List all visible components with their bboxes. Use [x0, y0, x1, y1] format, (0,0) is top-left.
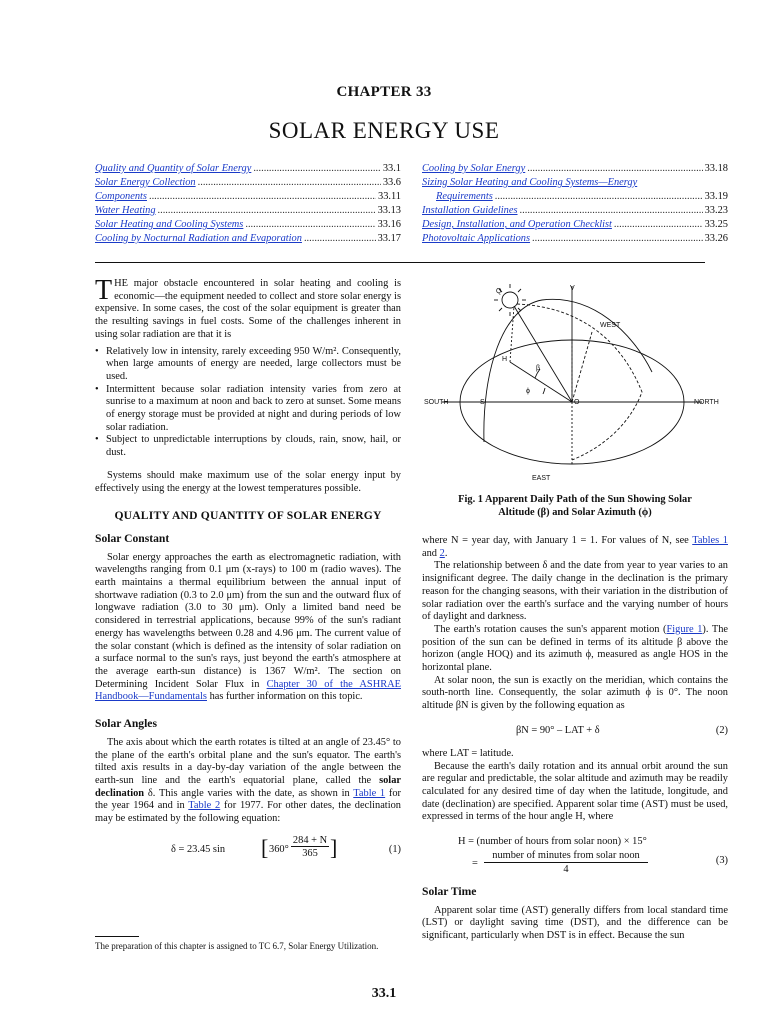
intro-paragraph: THE major obstacle encountered in solar heating and cooling is economic—the equipment needed to collect and store solar energy is expensive. In some cases, the cost of the solar equipment is greater than the resulting savings in fuel costs. Some of the challenges inherent in using solar radiation are that it is	[95, 275, 401, 340]
list-item: • Relatively low in intensity, rarely exceeding 950 W/m². Consequently, when large amounts of energy are needed, large collectors must be used.	[95, 346, 401, 384]
label-phi: ϕ	[526, 388, 530, 395]
sun-ray	[514, 306, 572, 402]
toc-left	[95, 162, 401, 246]
label-east: EAST	[532, 475, 551, 482]
subsection-heading: Solar Time	[422, 885, 477, 899]
paragraph: At solar noon, the sun is exactly on the meridian, which contains the south-north line. Consequently, the solar azimuth ϕ is 0°. The noon altitude βN is given by the following equation as	[422, 674, 728, 712]
footnote-rule	[95, 936, 139, 937]
table-link[interactable]: Tables 1	[692, 535, 728, 546]
sun-icon	[502, 292, 518, 308]
page-title: SOLAR ENERGY USE	[268, 118, 500, 143]
toc-link[interactable]: Solar Heating and Cooling Systems	[95, 219, 244, 230]
toc-item[interactable]: Quality and Quantity of Solar Energy ..... 33.1	[95, 162, 401, 176]
page-number: 33.1	[371, 986, 397, 1001]
right-column	[422, 535, 728, 943]
label-s: S	[480, 399, 485, 406]
table-link[interactable]: Table 2	[188, 800, 221, 812]
toc-link[interactable]: Solar Energy Collection	[95, 177, 196, 188]
header-rule	[95, 262, 705, 263]
label-q: Q	[496, 288, 502, 295]
solar-angles-paragraph: The axis about which the earth rotates is tilted at an angle of 23.45° to the plane of the earth's orbital plane and the sun's equator. The earth's tilted axis results in a day-by-day variation of the angle between the earth-sun line and the earth's equatorial plane, called the solar declination δ. This angle varies with the date, as shown in Table 1 for the year 1964 and in Table 2 for 1977. For other dates, the declination may be estimated by the following equation:	[95, 736, 401, 825]
toc-item[interactable]: Design, Installation, and Operation Checklist ..... 33.25	[422, 218, 728, 232]
paragraph: The earth's rotation causes the sun's apparent motion (Figure 1). The position of the sun can be defined in terms of its altitude β above the horizon (angle HOQ) and its azimuth ϕ, measured as angle HOS in the horizontal plane.	[422, 623, 728, 674]
toc-item[interactable]: Photovoltaic Applications ..... 33.26	[422, 232, 728, 246]
paragraph: where N = year day, with January 1 = 1. For values of N, see Tables 1 and 2.	[422, 535, 728, 559]
subsection-heading: Solar Angles	[95, 717, 157, 731]
paragraph: The relationship between δ and the date from year to year varies to an insignificant degree. The daily change in the declination is the primary reason for the changing seasons, with their variation in the distribution of solar radiation over the earth's surface and the varying number of hours of daylight and darkness.	[422, 560, 728, 623]
toc-item[interactable]: Requirements ..... 33.19	[422, 190, 728, 204]
toc-item[interactable]: Installation Guidelines ..... 33.23	[422, 204, 728, 218]
footnote: The preparation of this chapter is assigned to TC 6.7, Solar Energy Utilization.	[95, 941, 379, 951]
subsection-heading: Solar Constant	[95, 531, 170, 545]
toc-link[interactable]: Installation Guidelines	[422, 205, 518, 216]
sun-path-back	[517, 304, 642, 460]
toc-link[interactable]: Components	[95, 191, 147, 202]
toc-link[interactable]: Quality and Quantity of Solar Energy	[95, 163, 252, 174]
list-item: • Subject to unpredictable interruptions by clouds, rain, snow, hail, or dust.	[95, 434, 401, 459]
label-west: WEST	[600, 322, 621, 329]
toc-item[interactable]: Water Heating ..... 33.13	[95, 204, 401, 218]
chapter-label: CHAPTER 33	[336, 84, 432, 100]
toc-item[interactable]: Cooling by Nocturnal Radiation and Evaporation ..... 33.17	[95, 232, 401, 246]
intro-paragraph-2: Systems should make maximum use of the solar energy input by effectively using the energy at the lowest temperatures possible.	[95, 469, 401, 494]
list-item: • Intermittent because solar radiation intensity varies from zero at sunrise to a maximum at noon and back to zero at sunset. Some means of energy storage must be provided at night and during periods of low solar radiation.	[95, 384, 401, 435]
toc-right	[422, 162, 728, 246]
toc-link[interactable]: Cooling by Solar Energy	[422, 163, 526, 174]
toc-link[interactable]: Water Heating	[95, 205, 156, 216]
toc-link[interactable]: Cooling by Nocturnal Radiation and Evaporation	[95, 233, 302, 244]
toc-item[interactable]: Cooling by Solar Energy ..... 33.18	[422, 162, 728, 176]
toc-link[interactable]: Design, Installation, and Operation Checklist	[422, 219, 612, 230]
toc-link[interactable]: Sizing Solar Heating and Cooling Systems—Energy	[422, 177, 638, 188]
toc-item[interactable]: Solar Energy Collection ..... 33.6	[95, 176, 401, 190]
toc-link[interactable]: Requirements	[436, 191, 493, 202]
solar-constant-paragraph: Solar energy approaches the earth as electromagnetic radiation, with wavelengths ranging from 0.1 μm (x-rays) to 100 m (radio waves). The earth maintains a thermal equilibrium between the annual input of shortwave radiation (0.3 to 2.0 μm) from the sun and the outward flux of longwave radiation (3.0 to 30 μm). Only a limited band need be considered in terrestrial applications, because 99% of the sun's radiant energy has wavelengths between 0.28 and 4.96 μm. The current value of the solar constant (which is defined as the intensity of solar radiation on a surface normal to the sun's rays, just beyond the earth's atmosphere at the average earth-sun distance) is 1367 W/m². The section on Determining Incident Solar Flux in Chapter 30 of the ASHRAE Handbook—Fundamentals has further information on this topic.	[95, 551, 401, 703]
toc-link[interactable]: Photovoltaic Applications	[422, 233, 531, 244]
toc-item[interactable]: Solar Heating and Cooling Systems ..... 33.16	[95, 218, 401, 232]
table-link[interactable]: 2	[439, 547, 445, 559]
figure-link[interactable]: Figure 1	[666, 623, 703, 635]
equation-1: δ = 23.45 sin [ 360° 284 + N 365 ] (1)	[171, 834, 401, 860]
toc-item[interactable]	[422, 176, 728, 190]
paragraph: where LAT = latitude.	[422, 747, 514, 759]
west-line	[572, 332, 592, 402]
sun-path-arc	[484, 299, 652, 442]
label-h: H	[502, 356, 508, 363]
label-beta: β	[536, 365, 541, 372]
h-drop-line	[510, 306, 514, 362]
equation-3: H = (number of hours from solar noon) × 15° = number of minutes from solar noon 4 (3)	[458, 836, 728, 876]
figure-caption: Fig. 1 Apparent Daily Path of the Sun Showing Solar Altitude (β) and Solar Azimuth (ϕ)	[458, 494, 692, 518]
label-o: O	[574, 399, 580, 406]
chapter-link[interactable]: Chapter 30 of the ASHRAE Handbook—Fundamentals	[95, 678, 401, 703]
altitude-line	[510, 362, 572, 402]
paragraph: Because the earth's daily rotation and its annual orbit around the sun are regular and predictable, the solar altitude and azimuth may be readily calculated for any desired time of day when the latitude, longitude, and date (declination) are specified. Apparent solar time (AST) must be used, expressed in terms of the hour angle H, where	[422, 760, 728, 823]
left-column	[95, 275, 401, 868]
challenges-list	[95, 346, 401, 460]
paragraph: Apparent solar time (AST) generally differs from local standard time (LST) or daylight saving time (DST), and the difference can be significant, particularly when DST is in effect. Because the sun	[422, 904, 728, 942]
label-south: SOUTH	[424, 399, 449, 406]
toc-item[interactable]: Components ..... 33.11	[95, 190, 401, 204]
label-v: V	[570, 285, 575, 292]
equation-2: βN = 90° – LAT + δ (2)	[516, 724, 728, 736]
label-north: NORTH	[694, 399, 719, 406]
section-heading: QUALITY AND QUANTITY OF SOLAR ENERGY	[114, 509, 382, 523]
phi-arc	[543, 388, 545, 394]
dropcap: T	[95, 275, 113, 306]
sun-path-figure	[422, 282, 728, 488]
table-link[interactable]: Table 1	[353, 787, 386, 799]
